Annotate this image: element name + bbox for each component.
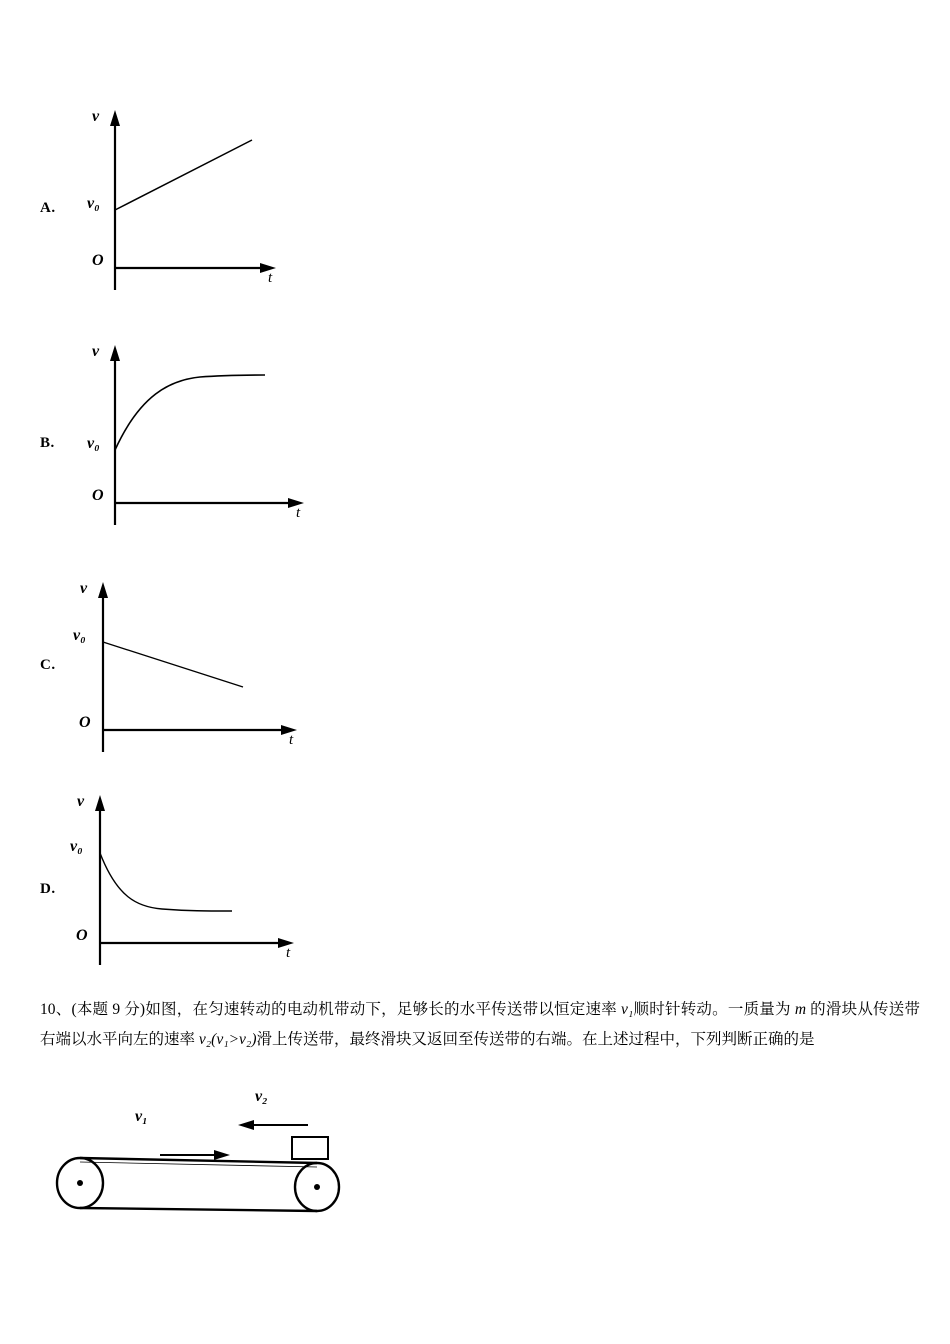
y-axis-label-c: v <box>80 580 88 597</box>
initial-value-label-d: v₀ <box>70 838 83 855</box>
x-axis-label-d: t <box>286 945 291 961</box>
graph-d <box>32 785 322 975</box>
y-axis-label-a: v <box>92 108 100 125</box>
origin-label-c: O <box>79 714 91 731</box>
x-axis-label-b: t <box>296 505 301 521</box>
x-axis-label-a: t <box>268 270 273 286</box>
block-velocity-label: v₂ <box>255 1088 268 1105</box>
option-letter-c: C. <box>40 657 56 673</box>
origin-label-b: O <box>92 487 104 504</box>
option-letter-d: D. <box>40 881 56 897</box>
initial-value-label-a: v₀ <box>87 195 100 212</box>
x-axis-label-c: t <box>289 732 294 748</box>
question-body-1: 如图，在匀速转动的电动机带动下，足够长的水平传送带以恒定速率 <box>145 1001 622 1018</box>
question-number: 10、 <box>40 1001 72 1018</box>
initial-value-label-b: v₀ <box>87 435 100 452</box>
question-body-2: 顺时针转动。一质量为 <box>633 1001 795 1018</box>
y-axis-label-d: v <box>77 793 85 810</box>
question-body-3: 的滑块从传送带右端以水平向左的速率 <box>40 1001 920 1048</box>
graph-a <box>40 100 320 300</box>
option-letter-b: B. <box>40 435 55 451</box>
symbol-v2: v₂(v₁>v₂) <box>198 1031 257 1048</box>
question-text <box>40 995 920 1055</box>
y-axis-label-b: v <box>92 343 100 360</box>
initial-value-label-c: v₀ <box>73 627 86 644</box>
graph-c <box>35 572 315 762</box>
conveyor-belt-figure <box>40 1090 400 1235</box>
graph-b <box>40 335 320 535</box>
belt-velocity-label: v₁ <box>135 1108 148 1125</box>
symbol-v1: v₁ <box>621 1001 634 1018</box>
option-letter-a: A. <box>40 200 56 216</box>
symbol-m: m <box>794 1001 807 1018</box>
question-score: (本题 9 分) <box>71 1001 146 1018</box>
origin-label-d: O <box>76 927 88 944</box>
origin-label-a: O <box>92 252 104 269</box>
question-body-4: 滑上传送带，最终滑块又返回至传送带的右端。在上述过程中，下列判断正确的是 <box>256 1031 815 1048</box>
